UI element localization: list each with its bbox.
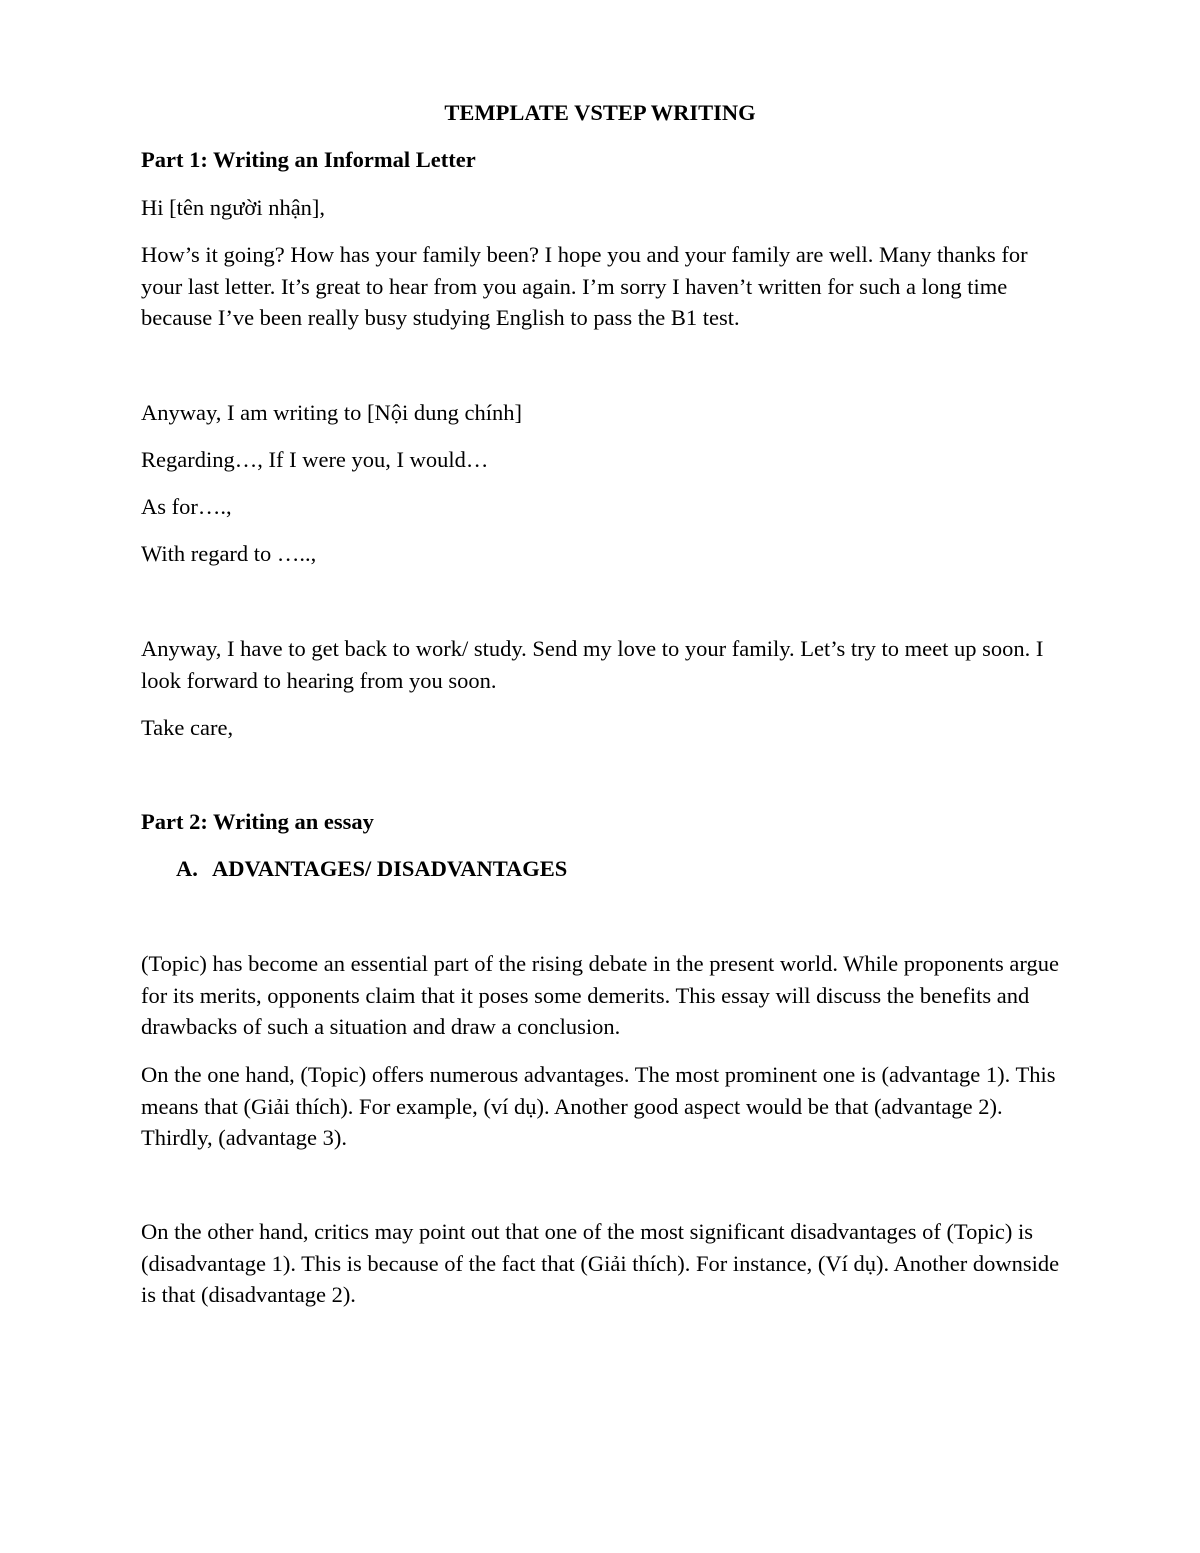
letter-sign-off: Take care, — [141, 715, 234, 740]
document-title: TEMPLATE VSTEP WRITING — [444, 100, 756, 125]
section-a-label: ADVANTAGES/ DISADVANTAGES — [212, 856, 568, 881]
letter-as-for-line: As for…., — [141, 494, 232, 519]
section-a-marker: A. — [176, 856, 198, 881]
section-a-heading — [176, 853, 567, 885]
part1-heading: Part 1: Writing an Informal Letter — [141, 147, 476, 172]
letter-regarding-line: Regarding…, If I were you, I would… — [141, 447, 489, 472]
letter-opening-paragraph: How’s it going? How has your family been? I hope you and your family are well. Many thanks for your last letter. It’s great to hear from you again. I’m sorry I haven’t written for such a long time because I’ve been really busy studying English to pass the B1 test. — [141, 242, 1028, 330]
essay-disadvantages-paragraph: On the other hand, critics may point out that one of the most significant disadvantages of (Topic) is (disadvantage 1). This is because of the fact that (Giải thích). For instance, (Ví dụ). Another downside is that (disadvantage 2). — [141, 1219, 1060, 1307]
part2-heading: Part 2: Writing an essay — [141, 809, 374, 834]
letter-closing-paragraph: Anyway, I have to get back to work/ study. Send my love to your family. Let’s try to meet up soon. I look forward to hearing from you soon. — [141, 636, 1044, 693]
letter-greeting: Hi [tên người nhận], — [141, 195, 326, 220]
letter-with-regard-line: With regard to ….., — [141, 541, 317, 566]
essay-advantages-paragraph: On the one hand, (Topic) offers numerous advantages. The most prominent one is (advantage 1). This means that (Giải thích). For example, (ví dụ). Another good aspect would be that (advantage 2). Thirdly, (advantage 3). — [141, 1062, 1056, 1150]
essay-intro-paragraph: (Topic) has become an essential part of the rising debate in the present world. While proponents argue for its merits, opponents claim that it poses some demerits. This essay will discuss the benefits and drawbacks of such a situation and draw a conclusion. — [141, 951, 1059, 1039]
letter-main-intro: Anyway, I am writing to [Nội dung chính] — [141, 400, 522, 425]
